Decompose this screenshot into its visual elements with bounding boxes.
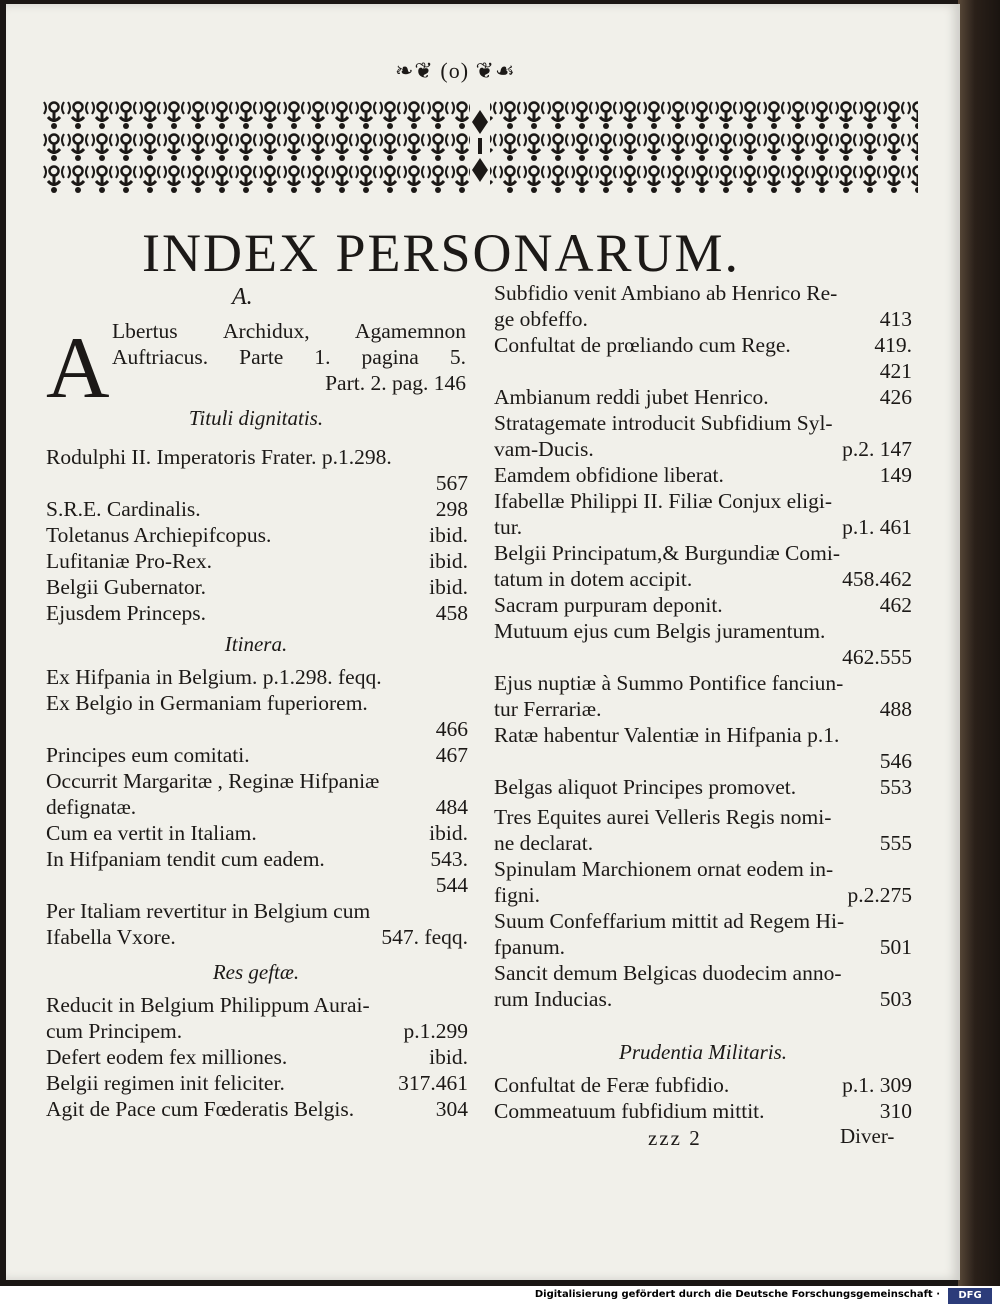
list-item: Ratæ habentur Valentiæ in Hifpania p.1. [494, 723, 840, 747]
list-item: Reducit in Belgium Philippum Aurai- [46, 993, 370, 1017]
heading-itinera: Itinera. [224, 632, 288, 656]
list-itinera [46, 664, 468, 954]
footer-bar [0, 1286, 1000, 1307]
page-ref: 547. feqq. [381, 925, 468, 949]
list-item: Agit de Pace cum Fœderatis Belgis. [46, 1097, 355, 1121]
page-title: INDEX PERSONARUM. [142, 223, 741, 283]
signature-mark: zzz 2 [648, 1126, 702, 1150]
list-item: Ejusdem Princeps. [46, 601, 207, 625]
list-item: Ifabella Vxore. [46, 925, 176, 949]
page-ref: 488 [879, 697, 912, 721]
list-item: Ex Hifpania in Belgium. p.1.298. feqq. [46, 665, 382, 689]
list-item: Confultat de Feræ fubfidio. [494, 1073, 730, 1097]
ornamental-band-icon [42, 100, 918, 196]
page-ref: 501 [879, 935, 912, 959]
list-item: defignatæ. [46, 795, 137, 819]
page-ref: 567 [435, 471, 468, 495]
list-prudentia [494, 1072, 912, 1132]
page-ref: 419. [874, 333, 912, 357]
list-item: Ambianum reddi jubet Henrico. [494, 385, 769, 409]
page-ref: 544 [435, 873, 468, 897]
list-item: Sacram purpuram deponit. [494, 593, 723, 617]
page-ref: ibid. [429, 549, 468, 573]
section-letter: A. [232, 284, 253, 310]
list-item: Belgii Gubernator. [46, 575, 207, 599]
page-ref: 555 [879, 831, 912, 855]
intro-line: Part. 2. pag. 146 [325, 371, 466, 395]
page-ref: 149 [879, 463, 912, 487]
page-ref: p.1. 461 [842, 515, 912, 539]
page-ref: 458.462 [842, 567, 912, 591]
list-item: Suum Confeffarium mittit ad Regem Hi- [494, 909, 845, 933]
signature-text: (o) [440, 58, 470, 83]
list-item: Per Italiam revertitur in Belgium cum [46, 899, 371, 923]
heading-prudentia: Prudentia Militaris. [619, 1040, 787, 1064]
list-item: Ifabellæ Philippi II. Filiæ Conjux eligi- [494, 489, 833, 513]
fleuron-left-icon: ❧❦ [395, 58, 434, 83]
page-ref: p.1.299 [403, 1019, 468, 1043]
list-item: Eamdem obfidione liberat. [494, 463, 724, 487]
intro-line: Auftriacus. Parte 1. pagina 5. [112, 345, 466, 369]
list-item: Mutuum ejus cum Belgis juramentum. [494, 619, 826, 643]
list-item: Ejus nuptiæ à Summo Pontifice fanciun- [494, 671, 844, 695]
list-item: vam-Ducis. [494, 437, 594, 461]
list-item: Belgas aliquot Principes promovet. [494, 775, 797, 799]
list-item: In Hifpaniam tendit cum eadem. [46, 847, 325, 871]
drop-cap: A [46, 320, 110, 417]
list-item: rum Inducias. [494, 987, 613, 1011]
page-ref: 462 [879, 593, 912, 617]
book-edge [958, 0, 1000, 1290]
list-item: Belgii regimen init feliciter. [46, 1071, 285, 1095]
list-res-gestae [46, 992, 468, 1132]
catchword: Diver- [840, 1124, 895, 1148]
intro-line: Lbertus Archidux, Agamemnon [112, 319, 466, 343]
page-ref: p.2.275 [847, 883, 912, 907]
list-item: tur Ferrariæ. [494, 697, 602, 721]
list-item: Confultat de prœliando cum Rege. [494, 333, 791, 357]
heading-tituli: Tituli dignitatis. [188, 406, 324, 430]
list-item: Occurrit Margaritæ , Reginæ Hifpaniæ [46, 769, 380, 793]
list-item: figni. [494, 883, 540, 907]
page-ref: 503 [879, 987, 912, 1011]
list-item: Defert eodem fex milliones. [46, 1045, 288, 1069]
list-item: Rodulphi II. Imperatoris Frater. p.1.298. [46, 445, 392, 469]
list-item: Spinulam Marchionem ornat eodem in- [494, 857, 834, 881]
page-ref: ibid. [429, 575, 468, 599]
page-ref: 543. [430, 847, 468, 871]
list-item: Belgii Principatum,& Burgundiæ Comi- [494, 541, 840, 565]
page-signature [395, 58, 516, 84]
page-ref: 458 [435, 601, 468, 625]
page-ref: p.2. 147 [842, 437, 912, 461]
page-ref: 546 [879, 749, 912, 773]
list-item: ge obfeffo. [494, 307, 588, 331]
page-ref: ibid. [429, 1045, 468, 1069]
list-item: Stratagemate introducit Subfidium Syl- [494, 411, 833, 435]
page-ref: 310 [879, 1099, 912, 1123]
page-ref: 298 [435, 497, 468, 521]
list-item: S.R.E. Cardinalis. [46, 497, 201, 521]
list-item: ne declarat. [494, 831, 594, 855]
list-tituli [46, 444, 468, 634]
page-ref: 413 [879, 307, 912, 331]
page-ref: 467 [435, 743, 468, 767]
list-item: Ex Belgio in Germaniam fuperiorem. [46, 691, 368, 715]
page-ref: 421 [879, 359, 912, 383]
heading-res-gestae: Res geftæ. [212, 960, 300, 984]
footer-credit: Digitalisierung gefördert durch die Deutsche Forschungsgemeinschaft · [534, 1289, 940, 1300]
dfg-logo-icon: DFG [948, 1288, 992, 1304]
page-ref: p.1. 309 [842, 1073, 912, 1097]
page-ref: ibid. [429, 821, 468, 845]
list-item: Toletanus Archiepifcopus. [46, 523, 272, 547]
list-item: Sancit demum Belgicas duodecim anno- [494, 961, 842, 985]
list-right-entries [494, 280, 912, 1030]
list-item: Principes eum comitati. [46, 743, 250, 767]
list-item: fpanum. [494, 935, 566, 959]
list-item: tur. [494, 515, 523, 539]
page-ref: 304 [435, 1097, 468, 1121]
fleuron-right-icon: ❦☙ [475, 58, 516, 83]
page-ref: 553 [879, 775, 912, 799]
page-ref: ibid. [429, 523, 468, 547]
list-item: Lufitaniæ Pro-Rex. [46, 549, 213, 573]
list-item: Tres Equites aurei Velleris Regis nomi- [494, 805, 832, 829]
list-item: tatum in dotem accipit. [494, 567, 693, 591]
page-ref: 317.461 [398, 1071, 468, 1095]
page-ref: 484 [435, 795, 468, 819]
list-item: Commeatuum fubfidium mittit. [494, 1099, 765, 1123]
list-item: cum Principem. [46, 1019, 183, 1043]
list-item: Cum ea vertit in Italiam. [46, 821, 257, 845]
page-ref: 466 [435, 717, 468, 741]
page-ref: 462.555 [842, 645, 912, 669]
page-ref: 426 [879, 385, 912, 409]
list-item: Subfidio venit Ambiano ab Henrico Re- [494, 281, 838, 305]
